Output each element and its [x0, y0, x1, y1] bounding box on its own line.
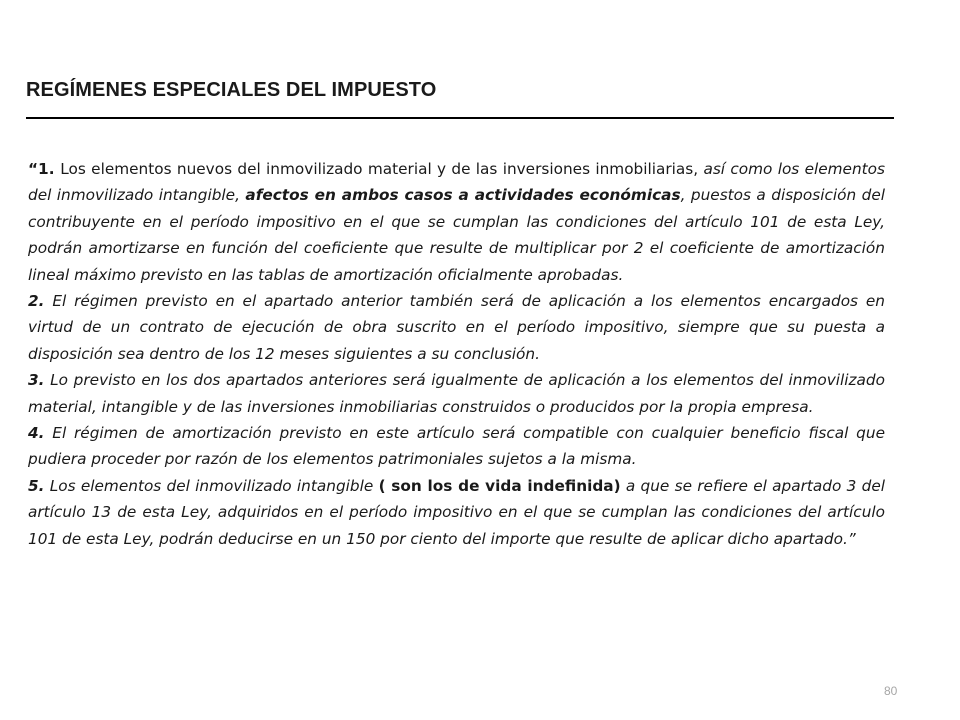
paragraph-1-text: Los elementos nuevos del inmovilizado material y de las inversiones inmobiliarias, [60, 160, 704, 178]
paragraph-2-text: El régimen previsto en el apartado anterior también será de aplicación a los elementos encargados en virtud de un contrato de ejecución de obra suscrito en el período impositivo, siempre que su puesta a disposición sea dentro de los 12 meses siguientes a su conclusión. [28, 292, 885, 363]
paragraph-2 [28, 288, 885, 367]
paragraph-5-text: Los elementos del inmovilizado intangible [44, 476, 379, 495]
title-divider [26, 117, 894, 119]
paragraph-5-text: a que se refiere el apartado 3 del artículo 13 de esta Ley, adquiridos en el período impositivo en el que se cumplan las condiciones del artículo 101 de esta Ley, podrán deducirse en un 150 por ciento del importe que resulte de aplicar dicho apartado.” [28, 476, 886, 548]
paragraph-1-number: “1. [28, 160, 61, 178]
paragraph-5-number: 5. [28, 476, 45, 495]
paragraph-1-emphasis: afectos en ambos casos a actividades económicas [245, 186, 681, 205]
paragraph-1-text: así como los elementos del inmovilizado intangible, [28, 160, 885, 205]
paragraph-2-number: 2. [28, 292, 45, 311]
paragraph-3 [28, 367, 885, 420]
paragraph-4-text: El régimen de amortización previsto en este artículo será compatible con cualquier beneficio fiscal que pudiera proceder por razón de los elementos patrimoniales sujetos a la misma. [28, 424, 885, 469]
page-number: 80 [884, 684, 898, 698]
paragraph-4-number: 4. [28, 424, 45, 443]
paragraph-1-text: , puestos a disposición del contribuyente en el período impositivo en el que se cumplan las condiciones del artículo 101 de esta Ley, podrán amortizarse en función del coeficiente que resulte de multiplicar por 2 el coeficiente de amortización lineal máximo previsto en las tablas de amortización oficialmente aprobadas. [28, 186, 885, 284]
paragraph-4 [28, 420, 885, 473]
slide-title: REGÍMENES ESPECIALES DEL IMPUESTO [26, 79, 437, 101]
paragraph-3-number: 3. [28, 371, 45, 390]
paragraph-1 [28, 156, 885, 288]
paragraph-5-emphasis: ( son los de vida indefinida) [378, 476, 621, 495]
paragraph-3-text: Lo previsto en los dos apartados anteriores será igualmente de aplicación a los elementos del inmovilizado material, intangible y de las inversiones inmobiliarias construidos o producidos por la propia empresa. [28, 371, 885, 416]
quoted-article-text [28, 156, 885, 552]
paragraph-5 [28, 473, 885, 552]
